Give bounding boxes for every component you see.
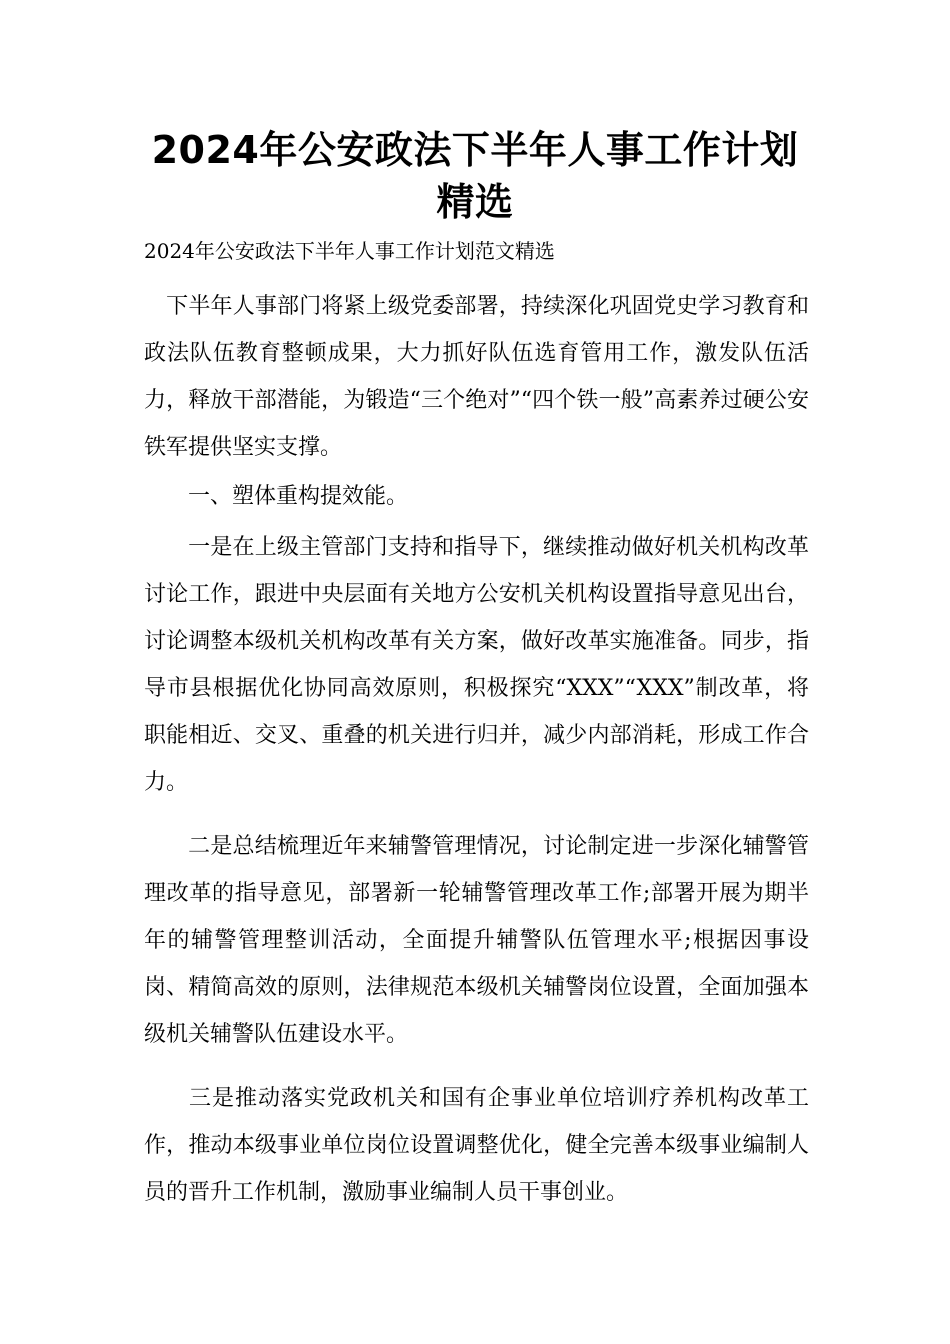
paragraph-intro xyxy=(144,283,809,471)
paragraph-intro-text: 下半年人事部门将紧上级党委部署，持续深化巩固党史学习教育和政法队伍教育整顿成果，大力抓好队伍选育管用工作，激发队伍活力，释放干部潜能，为锻造“三个绝对”“四个铁一般”高素养过硬公安铁军提供坚实支撑。 xyxy=(144,294,809,460)
paragraph-item-2 xyxy=(144,823,809,1058)
section-heading-1 xyxy=(144,473,809,520)
paragraph-item-1-text: 一是在上级主管部门支持和指导下，继续推动做好机关机构改革讨论工作，跟进中央层面有关地方公安机关机构设置指导意见出台，讨论调整本级机关机构改革有关方案，做好改革实施准备。同步，指导市县根据优化协同高效原则，积极探究“XXX”“XXX”制改革，将职能相近、交叉、重叠的机关进行归并，减少内部消耗，形成工作合力。 xyxy=(144,535,809,795)
paragraph-item-3 xyxy=(144,1075,809,1216)
paragraph-item-2-text: 二是总结梳理近年来辅警管理情况，讨论制定进一步深化辅警管理改革的指导意见，部署新一轮辅警管理改革工作;部署开展为期半年的辅警管理整训活动，全面提升辅警队伍管理水平;根据因事设岗、精简高效的原则，法律规范本级机关辅警岗位设置，全面加强本级机关辅警队伍建设水平。 xyxy=(144,834,809,1047)
document-title: 2024年公安政法下半年人事工作计划精选 xyxy=(151,128,799,224)
paragraph-item-1 xyxy=(144,524,809,806)
document-subtitle: 2024年公安政法下半年人事工作计划范文精选 xyxy=(144,239,555,263)
section-heading-1-text: 一、塑体重构提效能。 xyxy=(188,484,409,509)
paragraph-item-3-text: 三是推动落实党政机关和国有企事业单位培训疗养机构改革工作，推动本级事业单位岗位设置调整优化，健全完善本级事业编制人员的晋升工作机制，激励事业编制人员干事创业。 xyxy=(144,1086,809,1205)
